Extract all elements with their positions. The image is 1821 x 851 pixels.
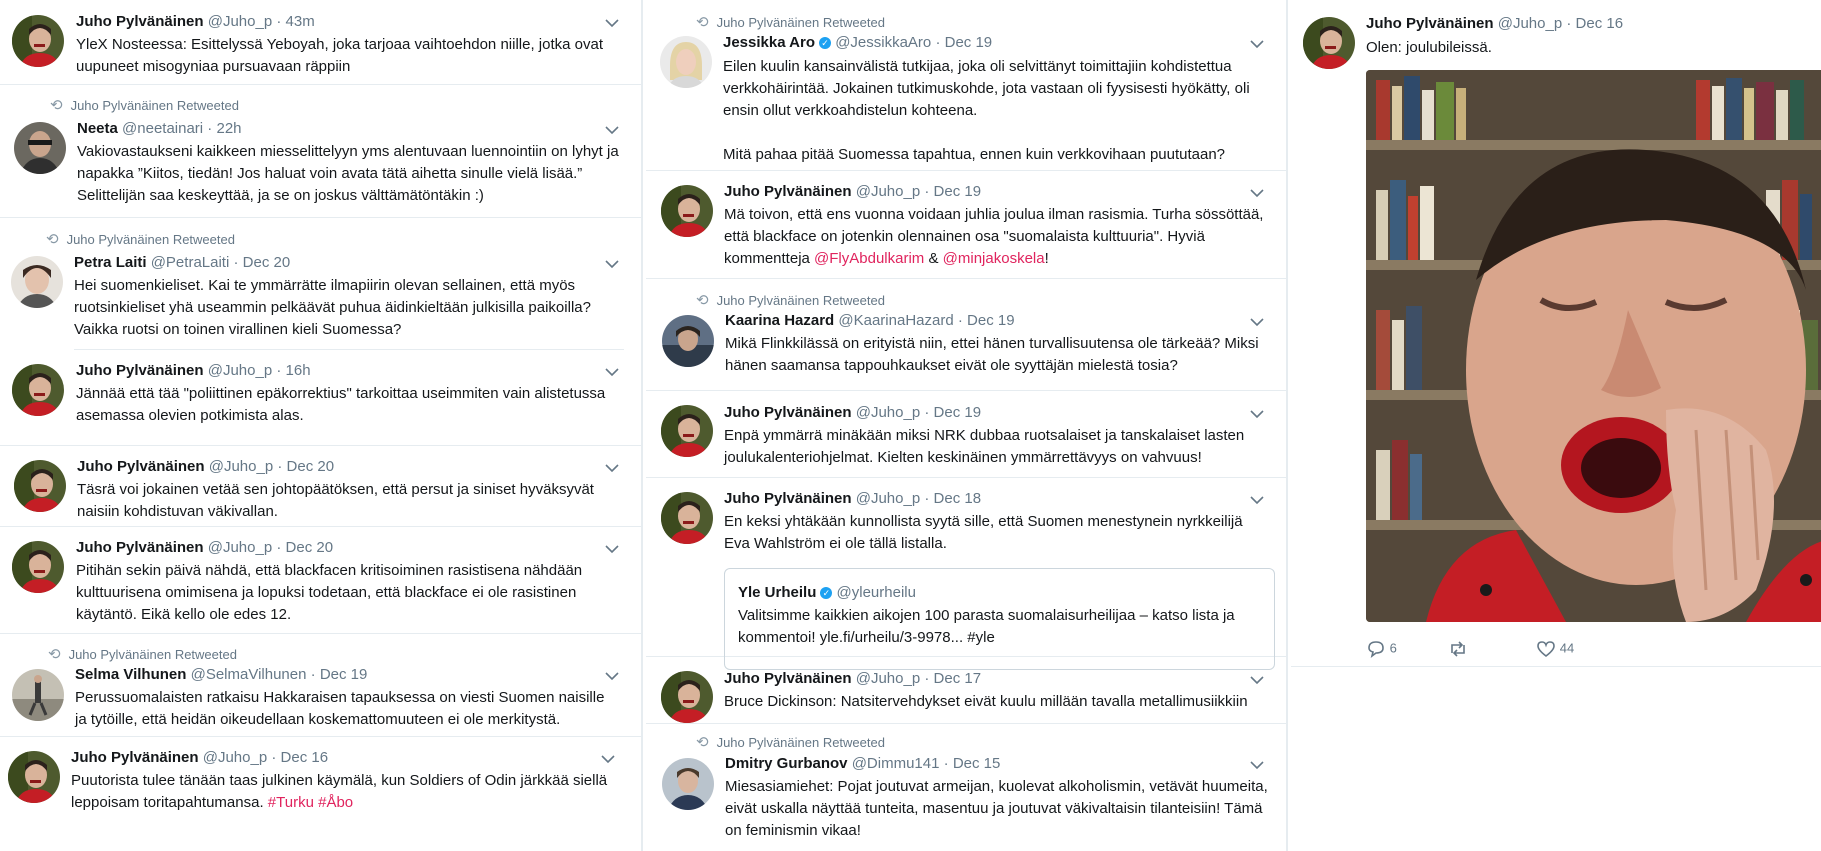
retweet-icon: ⟲ (50, 97, 63, 114)
tweet-text: YleX Nosteessa: Esittelyssä Yeboyah, joka tarjoaa vaihtoehdon niille, jotka ovat uupuneet misogyniaa pursuavaan räppiin (76, 36, 603, 75)
reply-count: 6 (1389, 640, 1397, 656)
tweet-time[interactable]: Dec 19 (933, 404, 982, 421)
avatar[interactable] (661, 405, 713, 457)
retweet-button[interactable] (1448, 640, 1468, 658)
quoted-author-name[interactable]: Yle Urheilu (738, 584, 817, 601)
tweet-time[interactable]: Dec 19 (933, 183, 982, 200)
tweet-header: Kaarina Hazard @KaarinaHazard · Dec 19 (725, 312, 1015, 329)
quoted-tweet[interactable] (724, 568, 1275, 670)
hashtag-link[interactable]: #Åbo (318, 794, 354, 811)
tweet[interactable] (646, 0, 1286, 171)
tweet-time[interactable]: Dec 16 (1575, 15, 1624, 32)
tweet[interactable] (646, 724, 1286, 851)
avatar[interactable] (12, 541, 64, 593)
chevron-down-icon[interactable] (1248, 673, 1266, 687)
retweet-icon (1448, 640, 1468, 655)
retweet-context: ⟲ Juho Pylvänäinen Retweeted (48, 646, 237, 663)
tweet-time[interactable]: 16h (285, 362, 311, 379)
verified-badge-icon: ✓ (819, 37, 831, 49)
tweet[interactable] (0, 85, 641, 218)
chevron-down-icon[interactable] (1248, 37, 1266, 51)
tweet-time[interactable]: Dec 20 (285, 539, 334, 556)
tweet-time[interactable]: Dec 20 (286, 458, 335, 475)
hashtag-link[interactable]: #Turku (267, 794, 314, 811)
chevron-down-icon[interactable] (1248, 407, 1266, 421)
tweet-text: Jännää että tää "poliittinen epäkorrektius" tarkoittaa useimmiten vain alistetussa asemassa olevien potkimista alas. (76, 385, 606, 424)
mention-link[interactable]: @minjakoskela (942, 250, 1045, 267)
quoted-tweet-header (738, 584, 916, 601)
author-name[interactable]: Juho Pylvänäinen (724, 183, 852, 200)
author-handle[interactable]: @KaarinaHazard (838, 312, 954, 329)
retweet-context: ⟲ Juho Pylvänäinen Retweeted (696, 292, 885, 309)
tweet-text: Hei suomenkieliset. Kai te ymmärrätte ilmapiirin olevan sellainen, että myös ruotsinkieliset yhä useammin pelkäävät puhua äidinkieltään julkisilla paikoilla? Vaikka ruotsi on toinen virallinen kieli Suomessa? (74, 277, 591, 338)
tweet[interactable] (0, 737, 641, 851)
avatar[interactable] (12, 364, 64, 416)
tweet-header: Juho Pylvänäinen @Juho_p · Dec 16 (71, 749, 329, 766)
tweet[interactable] (646, 391, 1286, 478)
heart-icon (1536, 640, 1556, 655)
tweet-text: Perussuomalaisten ratkaisu Hakkaraisen tapauksessa on viesti Suomen naisille ja tytöille, että heidän oikeudellaan koskemattomuuteen ei ole merkitystä. (75, 689, 605, 728)
author-name[interactable]: Juho Pylvänäinen (724, 404, 852, 421)
author-handle[interactable]: @neetainari (122, 120, 204, 137)
tweet-header: Selma Vilhunen @SelmaVilhunen · Dec 19 (75, 666, 368, 683)
tweet-time[interactable]: Dec 18 (933, 490, 982, 507)
author-handle[interactable]: @PetraLaiti (150, 254, 230, 271)
retweet-icon: ⟲ (48, 646, 61, 663)
author-handle[interactable]: @Juho_p (202, 749, 268, 766)
author-name[interactable]: Petra Laiti (74, 254, 147, 271)
author-handle[interactable]: @Juho_p (207, 362, 273, 379)
tweet-text: En keksi yhtäkään kunnollista syytä sille, että Suomen menestynein nyrkkeilijä Eva Wahlström ei ole tällä listalla. (724, 513, 1243, 552)
avatar[interactable] (8, 751, 60, 803)
retweet-context: ⟲ Juho Pylvänäinen Retweeted (50, 97, 239, 114)
tweet[interactable] (0, 446, 641, 527)
tweet-header: Juho Pylvänäinen @Juho_p · 43m (76, 13, 315, 30)
avatar[interactable] (662, 758, 714, 810)
author-handle[interactable]: @Juho_p (855, 670, 921, 687)
tweet-actions (1366, 640, 1574, 658)
tweet-time[interactable]: Dec 17 (933, 670, 982, 687)
retweet-icon: ⟲ (696, 734, 709, 751)
author-handle[interactable]: @Juho_p (207, 13, 273, 30)
avatar[interactable] (11, 256, 63, 308)
quoted-tweet-text: Valitsimme kaikkien aikojen 100 parasta suomalaisurheilijaa – katso lista ja kommentoi! yle.fi/urheilu/3-9978... #yle (738, 607, 1235, 646)
chevron-down-icon[interactable] (603, 16, 621, 30)
tweet-header: Juho Pylvänäinen @Juho_p · Dec 16 (1366, 15, 1624, 32)
retweet-icon: ⟲ (696, 292, 709, 309)
avatar[interactable] (661, 671, 713, 723)
tweet-text: Vakiovastaukseni kaikkeen miesselittelyyn yms alentuvaan luennointiin on lyhyt ja napakka ”Kiitos, tiedän! Jos haluat voin avata tätä aihetta sinulle vielä lisää.” Selittelijän saa keskeyttää, ja se on joskus välttämätöntäkin :) (77, 143, 619, 204)
tweet[interactable] (646, 279, 1286, 391)
tweet-text: Puutorista tulee tänään taas julkinen käymälä, kun Soldiers of Odin järkkää siellä leppoisam toritapahtumansa. #Turku #Åbo (71, 772, 608, 811)
tweet-text: Miesasiamiehet: Pojat joutuvat armeijan, kuolevat alkoholismin, vetävät huumeita, eivät uskalla näyttää tunteita, masentuu ja joutuvat väkivaltaisin tilanteisiin! Tämä on feminismin vikaa! (725, 778, 1268, 839)
mention-link[interactable]: @FlyAbdulkarim (814, 250, 925, 267)
tweet-text: Mä toivon, että ens vuonna voidaan juhlia joulua ilman rasismia. Turha sössöttää, että blackface on jotenkin olennainen osa "suomalaista kulttuuria". Hyviä kommentteja @FlyAbdulkarim & @minjakoskela! (724, 206, 1264, 267)
author-handle[interactable]: @Juho_p (208, 458, 274, 475)
avatar[interactable] (14, 460, 66, 512)
author-name[interactable]: Juho Pylvänäinen (724, 670, 852, 687)
author-handle[interactable]: @Juho_p (855, 404, 921, 421)
author-handle[interactable]: @Dimmu141 (851, 755, 940, 772)
avatar[interactable] (661, 492, 713, 544)
chevron-down-icon[interactable] (1248, 315, 1266, 329)
tweet-header: Juho Pylvänäinen @Juho_p · Dec 19 (724, 404, 982, 421)
tweet-header: Neeta @neetainari · 22h (77, 120, 242, 137)
tweet-time[interactable]: Dec 20 (242, 254, 291, 271)
tweet-header: Dmitry Gurbanov @Dimmu141 · Dec 15 (725, 755, 1001, 772)
tweet-text: Olen: joulubileissä. (1366, 39, 1492, 56)
tweet-header: Juho Pylvänäinen @Juho_p · 16h (76, 362, 311, 379)
tweet-text: Pitihän sekin päivä nähdä, että blackfacen kritisoiminen rasistisena nähdään kulttuurisena omimisena ja lopuksi todetaan, että blackface ei ole rasistinen käytäntö. Eikä kello ole edes 12. (76, 562, 583, 623)
author-name[interactable]: Kaarina Hazard (725, 312, 835, 329)
avatar[interactable] (12, 15, 64, 67)
tweet-header: Jessikka Aro ✓ @JessikkaAro · Dec 19 (723, 34, 993, 51)
chevron-down-icon[interactable] (603, 123, 621, 137)
chevron-down-icon[interactable] (1248, 758, 1266, 772)
tweet-text: Mikä Flinkkilässä on erityistä niin, ettei hänen turvallisuutensa ole tärkeää? Miksi hänen saamansa tappouhkaukset eivät ole syyttäjän mielestä tosia? (725, 335, 1259, 374)
tweet-photo[interactable] (1366, 70, 1821, 622)
chevron-down-icon[interactable] (1248, 186, 1266, 200)
avatar[interactable] (661, 185, 713, 237)
tweet-time[interactable]: Dec 15 (952, 755, 1001, 772)
tweet-time[interactable]: 43m (285, 13, 315, 30)
chevron-down-icon[interactable] (603, 257, 621, 271)
author-name[interactable]: Juho Pylvänäinen (71, 749, 199, 766)
tweet-text: Eilen kuulin kansainvälistä tutkijaa, joka oli selvittänyt toimittajiin kohdistettua verkkohäirintää. Jokainen tutkimuskohde, jota vastaan oli fyysisesti hyökätty, oli ensin ollut verkkoahdistelun kohteena. Mitä pahaa pitää Suomessa tapahtua, ennen kuin verkkovihaan puututaan? (723, 58, 1250, 163)
tweet-time[interactable]: Dec 16 (280, 749, 329, 766)
timeline-column-middle[interactable] (646, 0, 1288, 851)
tweet[interactable] (0, 350, 641, 446)
tweet-header: Juho Pylvänäinen @Juho_p · Dec 19 (724, 183, 982, 200)
retweet-context: ⟲ Juho Pylvänäinen Retweeted (46, 231, 235, 248)
retweet-context: ⟲ Juho Pylvänäinen Retweeted (696, 734, 885, 751)
tweet-header: Juho Pylvänäinen @Juho_p · Dec 20 (76, 539, 334, 556)
tweet[interactable] (0, 527, 641, 634)
retweet-context: ⟲ Juho Pylvänäinen Retweeted (696, 14, 885, 31)
reply-icon (1366, 640, 1386, 655)
reply-button[interactable] (1366, 640, 1397, 658)
selfie-image (1366, 70, 1821, 622)
tweet-time[interactable]: Dec 19 (944, 34, 993, 51)
timeline-column-right[interactable] (1291, 0, 1821, 851)
chevron-down-icon[interactable] (603, 461, 621, 475)
author-handle[interactable]: @Juho_p (1497, 15, 1563, 32)
tweet[interactable] (646, 478, 1286, 657)
author-name[interactable]: Juho Pylvänäinen (76, 539, 204, 556)
tweet-time[interactable]: Dec 19 (967, 312, 1015, 329)
author-handle[interactable]: @SelmaVilhunen (190, 666, 307, 683)
author-name[interactable]: Juho Pylvänäinen (724, 490, 852, 507)
chevron-down-icon[interactable] (1248, 493, 1266, 507)
avatar[interactable] (14, 122, 66, 174)
author-handle[interactable]: @Juho_p (855, 183, 921, 200)
tweet-header: Petra Laiti @PetraLaiti · Dec 20 (74, 254, 291, 271)
tweet[interactable] (0, 634, 641, 737)
tweet[interactable] (646, 657, 1286, 724)
chevron-down-icon[interactable] (599, 752, 617, 766)
retweet-icon: ⟲ (696, 14, 709, 31)
like-count: 44 (1559, 640, 1575, 656)
author-handle[interactable]: @Juho_p (855, 490, 921, 507)
tweet[interactable] (646, 171, 1286, 279)
quoted-author-handle[interactable]: @yleurheilu (836, 584, 916, 601)
author-name[interactable]: Dmitry Gurbanov (725, 755, 848, 772)
author-name[interactable]: Jessikka Aro (723, 34, 816, 51)
author-name[interactable]: Juho Pylvänäinen (76, 13, 204, 30)
tweet-text: Enpä ymmärrä minäkään miksi NRK dubbaa ruotsalaiset ja tanskalaiset lasten joulukalenteriohjelmat. Kielten keskinäinen ymmärrettävyys on vahvuus! (724, 427, 1245, 466)
author-handle[interactable]: @JessikkaAro (835, 34, 932, 51)
tweet-time[interactable]: 22h (216, 120, 242, 137)
chevron-down-icon[interactable] (603, 542, 621, 556)
tweet[interactable] (1291, 0, 1821, 667)
timeline-column-left[interactable] (0, 0, 643, 851)
chevron-down-icon[interactable] (603, 365, 621, 379)
author-name[interactable]: Juho Pylvänäinen (1366, 15, 1494, 32)
author-name[interactable]: Juho Pylvänäinen (76, 362, 204, 379)
tweet-header: Juho Pylvänäinen @Juho_p · Dec 20 (77, 458, 335, 475)
tweet[interactable] (0, 218, 641, 349)
chevron-down-icon[interactable] (603, 669, 621, 683)
tweet[interactable] (0, 0, 641, 85)
tweet-time[interactable]: Dec 19 (319, 666, 368, 683)
retweet-icon: ⟲ (46, 231, 59, 248)
avatar[interactable] (662, 315, 714, 367)
verified-badge-icon: ✓ (820, 587, 832, 599)
author-handle[interactable]: @Juho_p (207, 539, 273, 556)
avatar[interactable] (12, 669, 64, 721)
tweet-header: Juho Pylvänäinen @Juho_p · Dec 17 (724, 670, 982, 687)
like-button[interactable] (1536, 640, 1574, 658)
avatar[interactable] (1303, 17, 1355, 69)
tweet-text: Täsrä voi jokainen vetää sen johtopäätöksen, että persut ja siniset hyväksyvät naisiin kohdistuvan väkivallan. (77, 481, 594, 520)
author-name[interactable]: Selma Vilhunen (75, 666, 187, 683)
author-name[interactable]: Neeta (77, 120, 118, 137)
author-name[interactable]: Juho Pylvänäinen (77, 458, 205, 475)
avatar[interactable] (660, 36, 712, 88)
tweet-text: Bruce Dickinson: Natsitervehdykset eivät kuulu millään tavalla metallimusiikkiin (724, 693, 1248, 710)
tweet-header: Juho Pylvänäinen @Juho_p · Dec 18 (724, 490, 982, 507)
